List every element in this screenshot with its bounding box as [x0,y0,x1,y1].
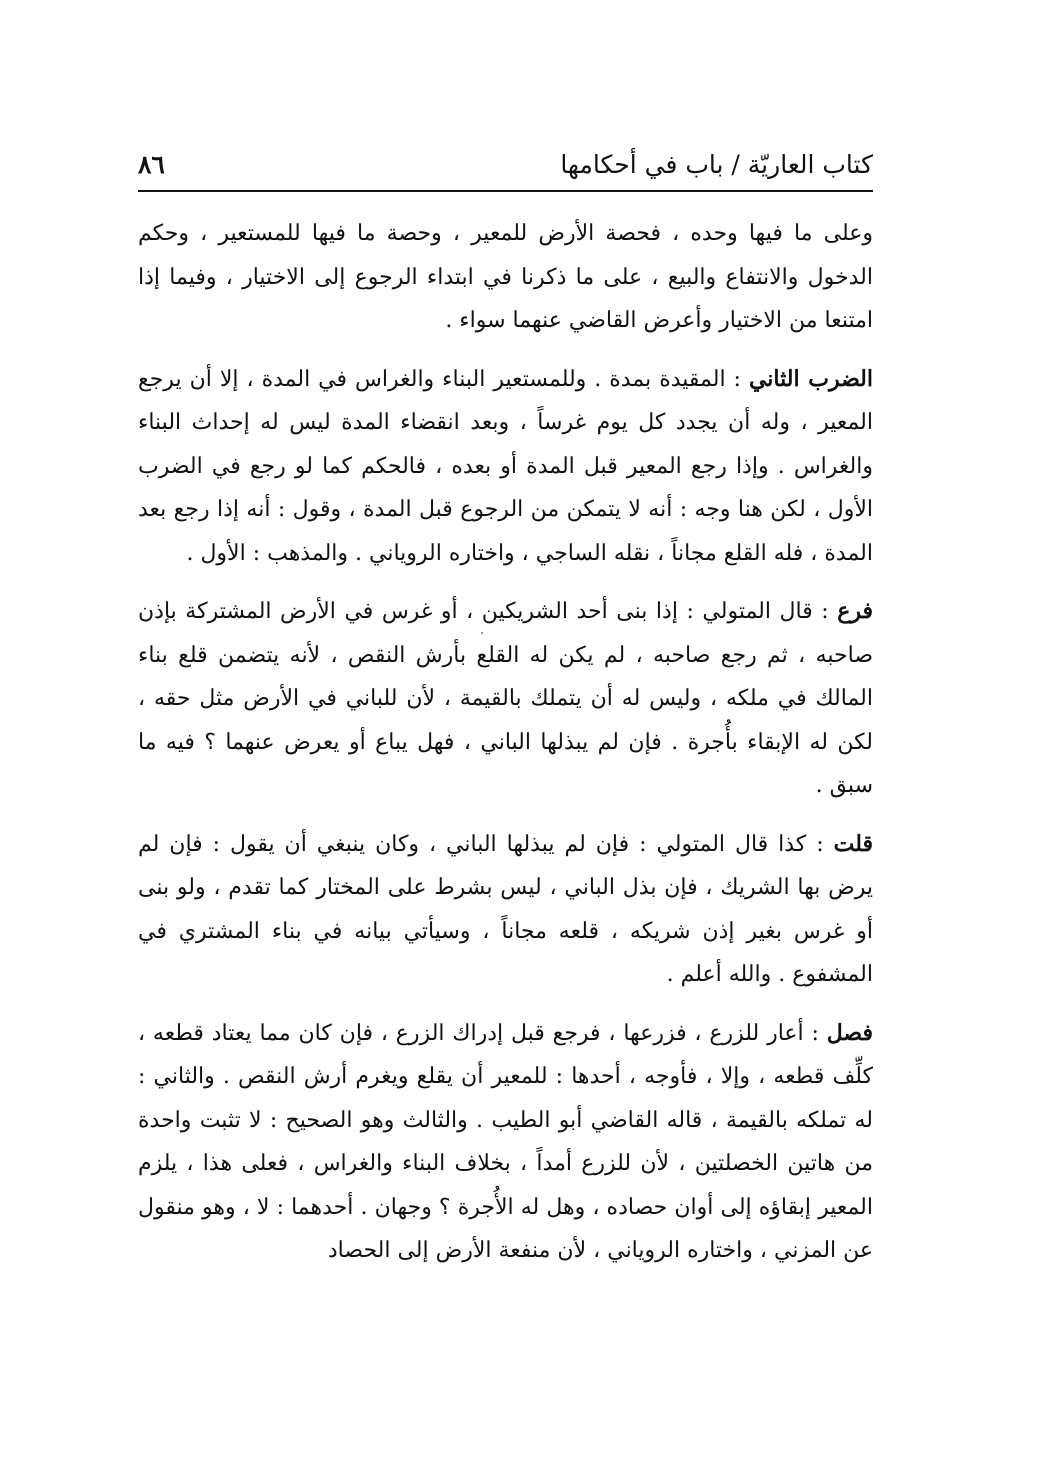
page-number: ٨٦ [138,150,165,179]
paragraph-fasl [138,1012,873,1273]
paragraph-text: : المقيدة بمدة . وللمستعير البناء والغراس في المدة ، إلا أن يرجع المعير ، وله أن يجدد كل يوم غرساً ، وبعد انقضاء المدة ليس له إحداث البناء والغراس . وإذا رجع المعير قبل المدة أو بعده ، فالحكم كما لو رجع في الضرب الأول ، لكن هنا وجه : أنه لا يتمكن من الرجوع قبل المدة ، وقول : أنه إذا رجع بعد المدة ، فله القلع مجاناً ، نقله الساجي ، واختاره الروياني . والمذهب : الأول . [138,366,873,566]
paragraph-continuation [138,212,873,343]
scan-speck [481,632,483,634]
paragraph-text: : قال المتولي : إذا بنى أحد الشريكين ، أو غرس في الأرض المشتركة بإذن صاحبه ، ثم رجع صاحبه ، لم يكن له القلع بأرش النقص ، لأنه يتضمن قلع بناء المالك في ملكه ، وليس له أن يتملك بالقيمة ، لأن للباني في الأرض مثل حقه ، لكن له الإبقاء بأُجرة . فإن لم يبذلها الباني ، فهل يباع أو يعرض عنهما ؟ فيه ما سبق . [138,599,873,798]
paragraph-text: : كذا قال المتولي : فإن لم يبذلها الباني ، وكان ينبغي أن يقول : فإن لم يرض بها الشريك ، فإن بذل الباني ، ليس بشرط على المختار كما تقدم ، ولو بنى أو غرس بغير إذن شريكه ، قلعه مجاناً ، وسيأتي بيانه في بناء المشتري في المشفوع . والله أعلم . [138,831,873,987]
header-rule [138,190,873,192]
paragraph-heading: فرع [837,598,873,624]
page-header [138,148,873,190]
paragraph-heading: قلت [833,830,873,857]
paragraph-heading: الضرب الثاني [748,365,873,392]
running-title: كتاب العاريّة / باب في أحكامها [560,150,873,179]
paragraph-heading: فصل [826,1019,873,1046]
page-body [138,212,873,1273]
paragraph-far [138,590,873,808]
paragraph-text: : أعار للزرع ، فزرعها ، فرجع قبل إدراك الزرع ، فإن كان مما يعتاد قطعه ، كلِّف قطعه ، وإلا ، فأوجه ، أحدها : للمعير أن يقلع ويغرم أرش النقص . والثاني : له تملكه بالقيمة ، قاله القاضي أبو الطيب . والثالث وهو الصحيح : لا تثبت واحدة من هاتين الخصلتين ، لأن للزرع أمداً ، بخلاف البناء والغراس ، فعلى هذا ، يلزم المعير إبقاؤه إلى أوان حصاده ، وهل له الأُجرة ؟ وجهان . أحدهما : لا ، وهو منقول عن المزني ، واختاره الروياني ، لأن منفعة الأرض إلى الحصاد [138,1020,873,1263]
paragraph-text: وعلى ما فيها وحده ، فحصة الأرض للمعير ، وحصة ما فيها للمستعير ، وحكم الدخول والانتفاع والبيع ، على ما ذكرنا في ابتداء الرجوع إلى الاختيار ، وفيما إذا امتنعا من الاختيار وأعرض القاضي عنهما سواء . [138,221,873,333]
paragraph-second-type [138,358,873,576]
paragraph-qult [138,823,873,997]
